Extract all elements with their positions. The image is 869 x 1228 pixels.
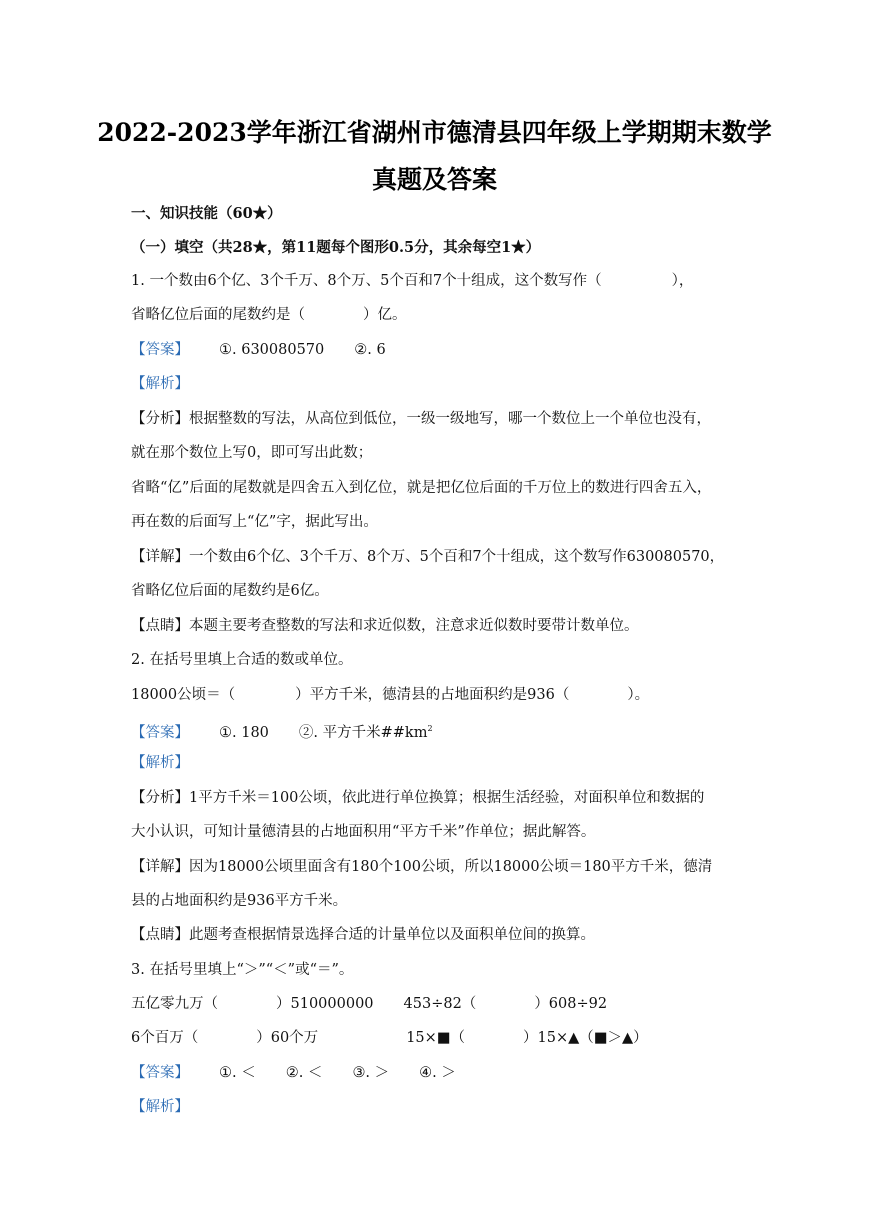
- fenxi-tag: 【分析】: [131, 411, 189, 427]
- subsection-heading: （一）填空（共28★，第11题每个图形0.5分，其余每空1★）: [131, 239, 541, 256]
- q1-stem-line1: [131, 271, 693, 291]
- q3-answer-2: ②. ＜: [285, 1065, 323, 1081]
- q2-xiangjie-line2: 县的占地面积约是936平方千米。: [131, 893, 348, 909]
- q3-answer-3: ③. ＞: [352, 1065, 390, 1081]
- q2-xiangjie-text1: 因为18000公顷里面含有180个100公顷，所以18000公顷＝180平方千米，德清: [189, 859, 713, 875]
- q2-jiexi-label: 【解析】: [131, 755, 189, 771]
- q3-row1-part-d: ）608÷92: [534, 996, 608, 1012]
- q3-jiexi-label: 【解析】: [131, 1099, 189, 1115]
- q1-fenxi-line1: [131, 409, 711, 429]
- q2-fenxi-text1: 1平方千米＝100公顷，依此进行单位换算；根据生活经验，对面积单位和数据的: [189, 790, 705, 806]
- q3-row2-part-b: ）60个万: [256, 1030, 319, 1046]
- q2-fill-part-a: 18000公顷＝（: [131, 687, 236, 703]
- q1-fenxi-text1: 根据整数的写法，从高位到低位，一级一级地写，哪一个数位上一个单位也没有，: [189, 411, 711, 427]
- q2-answer-2-superscript: 2: [427, 724, 433, 733]
- q2-fill-line: [131, 685, 649, 705]
- q1-stem-part-a: 1. 一个数由6个亿、3个千万、8个万、5个百和7个十组成，这个数写作（: [131, 273, 602, 289]
- q1-answer: [131, 340, 386, 360]
- q3-row1-part-a: 五亿零九万（: [131, 996, 218, 1012]
- xiangjie-tag: 【详解】: [131, 549, 189, 565]
- q2-fenxi-line2: 大小认识，可知计量德清县的占地面积用“平方千米”作单位；据此解答。: [131, 824, 596, 840]
- q3-stem: 3. 在括号里填上“＞”“＜”或“＝”。: [131, 962, 354, 978]
- xiangjie-tag: 【详解】: [131, 859, 189, 875]
- section-heading: 一、知识技能（60★）: [131, 205, 282, 222]
- answer-label: 【答案】: [131, 725, 189, 741]
- doc-title-line1: 2022-2023学年浙江省湖州市德清县四年级上学期期末数学: [97, 118, 772, 147]
- doc-title-line2: 真题及答案: [371, 165, 497, 194]
- q3-row2: [131, 1028, 648, 1048]
- q3-answer-4: ④. ＞: [419, 1065, 456, 1081]
- q1-stem-part-b: ），: [671, 273, 694, 289]
- q3-answer: [131, 1063, 456, 1083]
- dianjing-tag: 【点睛】: [131, 927, 189, 943]
- q3-row1: [131, 994, 607, 1014]
- q1-answer-2: ②. 6: [354, 342, 386, 358]
- q1-answer-1: ①. 630080570: [219, 342, 325, 358]
- q1-xiangjie-line2: 省略亿位后面的尾数约是6亿。: [131, 583, 329, 599]
- q1-xiangjie-line1: [131, 547, 724, 567]
- q3-row1-part-c: 453÷82（: [403, 996, 477, 1012]
- q3-row1-part-b: ）510000000: [276, 996, 374, 1012]
- q2-answer: [131, 719, 433, 743]
- q2-answer-1: ①. 180: [219, 725, 269, 741]
- q1-dianjing: [131, 616, 639, 636]
- q2-stem: 2. 在括号里填上合适的数或单位。: [131, 652, 353, 668]
- dianjing-tag: 【点睛】: [131, 618, 189, 634]
- q2-fill-part-c: ）。: [627, 687, 650, 703]
- q2-fill-part-b: ）平方千米，德清县的占地面积约是936（: [295, 687, 570, 703]
- q3-row2-part-d: ）15×▲（■＞▲）: [523, 1030, 648, 1046]
- q3-answer-1: ①. ＜: [219, 1065, 256, 1081]
- q2-fenxi-line1: [131, 788, 704, 808]
- q2-dianjing-text: 此题考查根据情景选择合适的计量单位以及面积单位间的换算。: [189, 927, 595, 943]
- answer-label: 【答案】: [131, 1065, 189, 1081]
- q2-xiangjie-line1: [131, 857, 712, 877]
- answer-label: 【答案】: [131, 342, 189, 358]
- q2-answer-2: ②. 平方千米##km: [298, 725, 428, 741]
- q1-jiexi-label: 【解析】: [131, 376, 189, 392]
- q1-dianjing-text: 本题主要考查整数的写法和求近似数，注意求近似数时要带计数单位。: [189, 618, 639, 634]
- fenxi-tag: 【分析】: [131, 790, 189, 806]
- q1-fenxi-line3: 省略“亿”后面的尾数就是四舍五入到亿位，就是把亿位后面的千万位上的数进行四舍五入，: [131, 480, 712, 496]
- q1-fenxi-line2: 就在那个数位上写0，即可写出此数；: [131, 445, 373, 461]
- q3-row2-part-a: 6个百万（: [131, 1030, 199, 1046]
- q1-fenxi-line4: 再在数的后面写上“亿”字，据此写出。: [131, 514, 378, 530]
- q1-stem-line2: 省略亿位后面的尾数约是（ ）亿。: [131, 307, 407, 323]
- q2-dianjing: [131, 925, 595, 945]
- q3-row2-part-c: 15×■（: [406, 1030, 465, 1046]
- q1-xiangjie-text1: 一个数由6个亿、3个千万、8个万、5个百和7个十组成，这个数写作630080570，: [189, 549, 725, 565]
